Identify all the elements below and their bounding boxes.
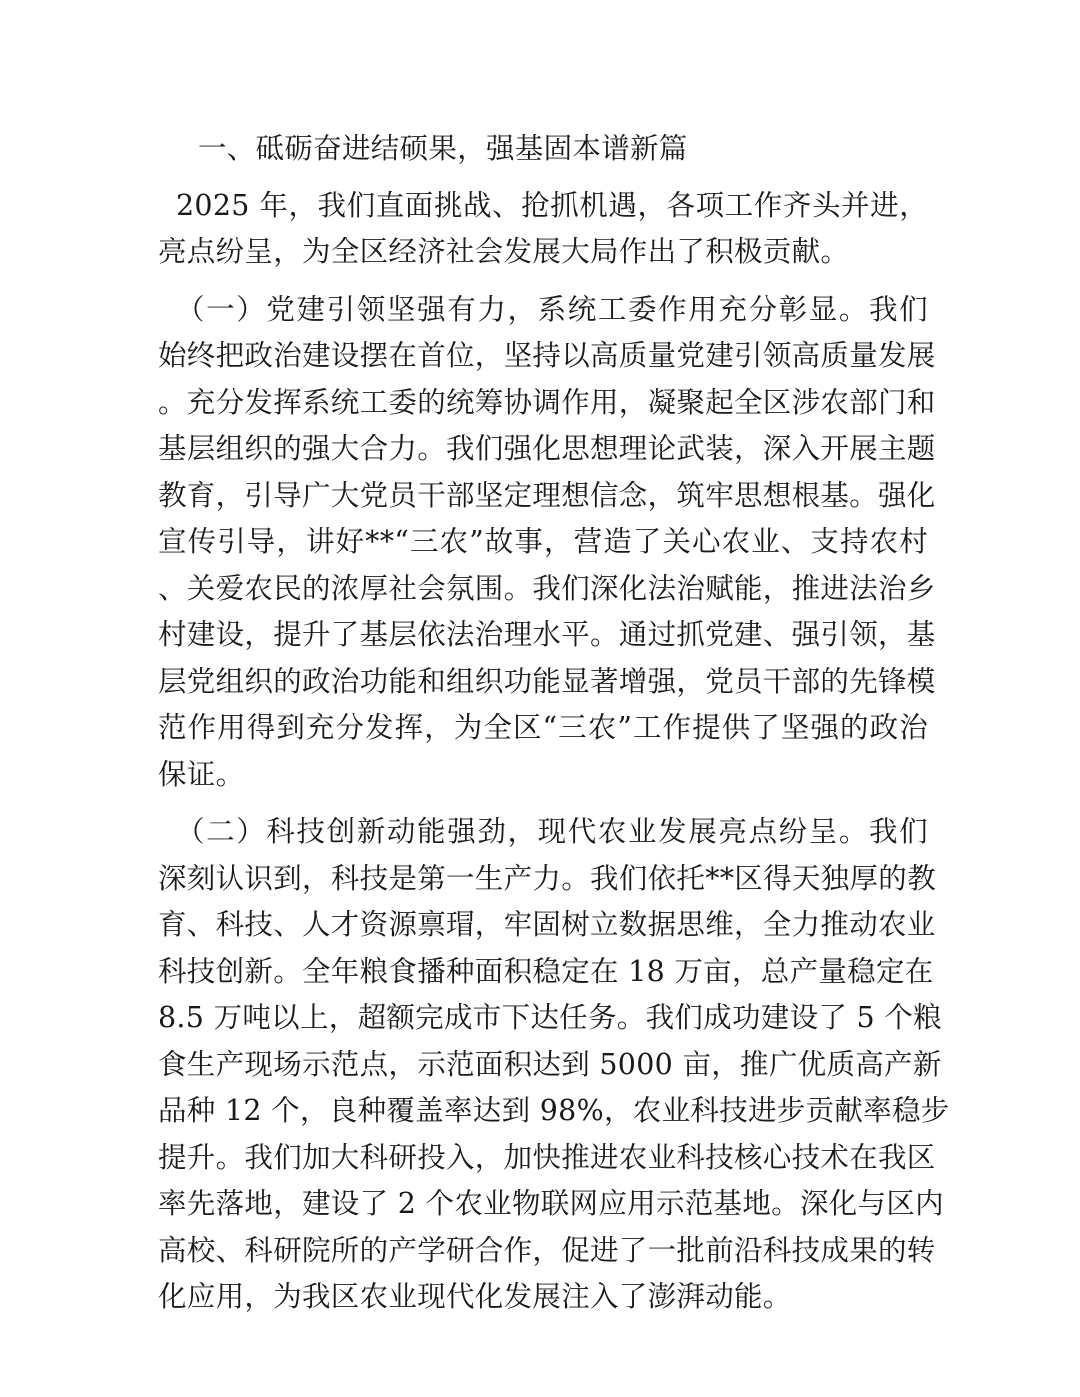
paragraph-party-building	[158, 287, 936, 799]
paragraph-line: 化应用，为我区农业现代化发展注入了澎湃动能。	[158, 1280, 792, 1313]
paragraph-line: （一）党建引领坚强有力，系统工委作用充分彰显。我们	[176, 292, 928, 326]
paragraph-line: 基层组织的强大合力。我们强化思想理论武装，深入开展主题	[158, 432, 936, 465]
paragraph-line: 高校、科研院所的产学研合作，促进了一批前沿科技成果的转	[158, 1233, 936, 1267]
section-heading: 一、砥砺奋进结硕果，强基固本谱新篇	[198, 132, 688, 165]
paragraph-line: 2025 年，我们直面挑战、抢抓机遇，各项工作齐头并进，	[176, 188, 928, 222]
paragraph-line: （二）科技创新动能强劲，现代农业发展亮点纷呈。我们	[176, 815, 928, 848]
paragraph-line: 、关爱农民的浓厚社会氛围。我们深化法治赋能，推进法治乡	[158, 571, 936, 605]
paragraph-line: 村建设，提升了基层依法治理水平。通过抓党建、强引领，基	[158, 618, 936, 651]
paragraph-intro	[158, 183, 928, 276]
paragraph-line: 。充分发挥系统工委的统筹协调作用，凝聚起全区涉农部门和	[158, 385, 936, 419]
paragraph-line: 深刻认识到，科技是第一生产力。我们依托**区得天独厚的教	[158, 861, 936, 895]
paragraph-line: 科技创新。全年粮食播种面积稳定在 18 万亩，总产量稳定在	[158, 954, 934, 988]
paragraph-line: 宣传引导，讲好**“三农”故事，营造了关心农业、支持农村	[158, 525, 928, 558]
paragraph-line: 始终把政治建设摆在首位，坚持以高质量党建引领高质量发展	[158, 339, 936, 372]
paragraph-line: 层党组织的政治功能和组织功能显著增强，党员干部的先锋模	[158, 664, 936, 698]
paragraph-line: 8.5 万吨以上，超额完成市下达任务。我们成功建设了 5 个粮	[158, 1001, 942, 1034]
paragraph-line: 保证。	[158, 757, 245, 791]
paragraph-line: 亮点纷呈，为全区经济社会发展大局作出了积极贡献。	[158, 235, 850, 268]
paragraph-tech-innovation	[158, 809, 950, 1321]
paragraph-line: 提升。我们加大科研投入，加快推进农业科技核心技术在我区	[158, 1140, 936, 1174]
paragraph-line: 食生产现场示范点，示范面积达到 5000 亩，推广优质高产新	[158, 1047, 942, 1081]
paragraph-line: 教育，引导广大党员干部坚定理想信念，筑牢思想根基。强化	[158, 478, 936, 512]
paragraph-line: 品种 12 个，良种覆盖率达到 98%，农业科技进步贡献率稳步	[158, 1094, 950, 1127]
paragraph-line: 率先落地，建设了 2 个农业物联网应用示范基地。深化与区内	[158, 1187, 944, 1220]
paragraph-line: 育、科技、人才资源禀瑁，牢固树立数据思维，全力推动农业	[158, 908, 936, 941]
document-page	[158, 118, 950, 1332]
paragraph-line: 范作用得到充分发挥，为全区“三农”工作提供了坚强的政治	[158, 711, 928, 744]
